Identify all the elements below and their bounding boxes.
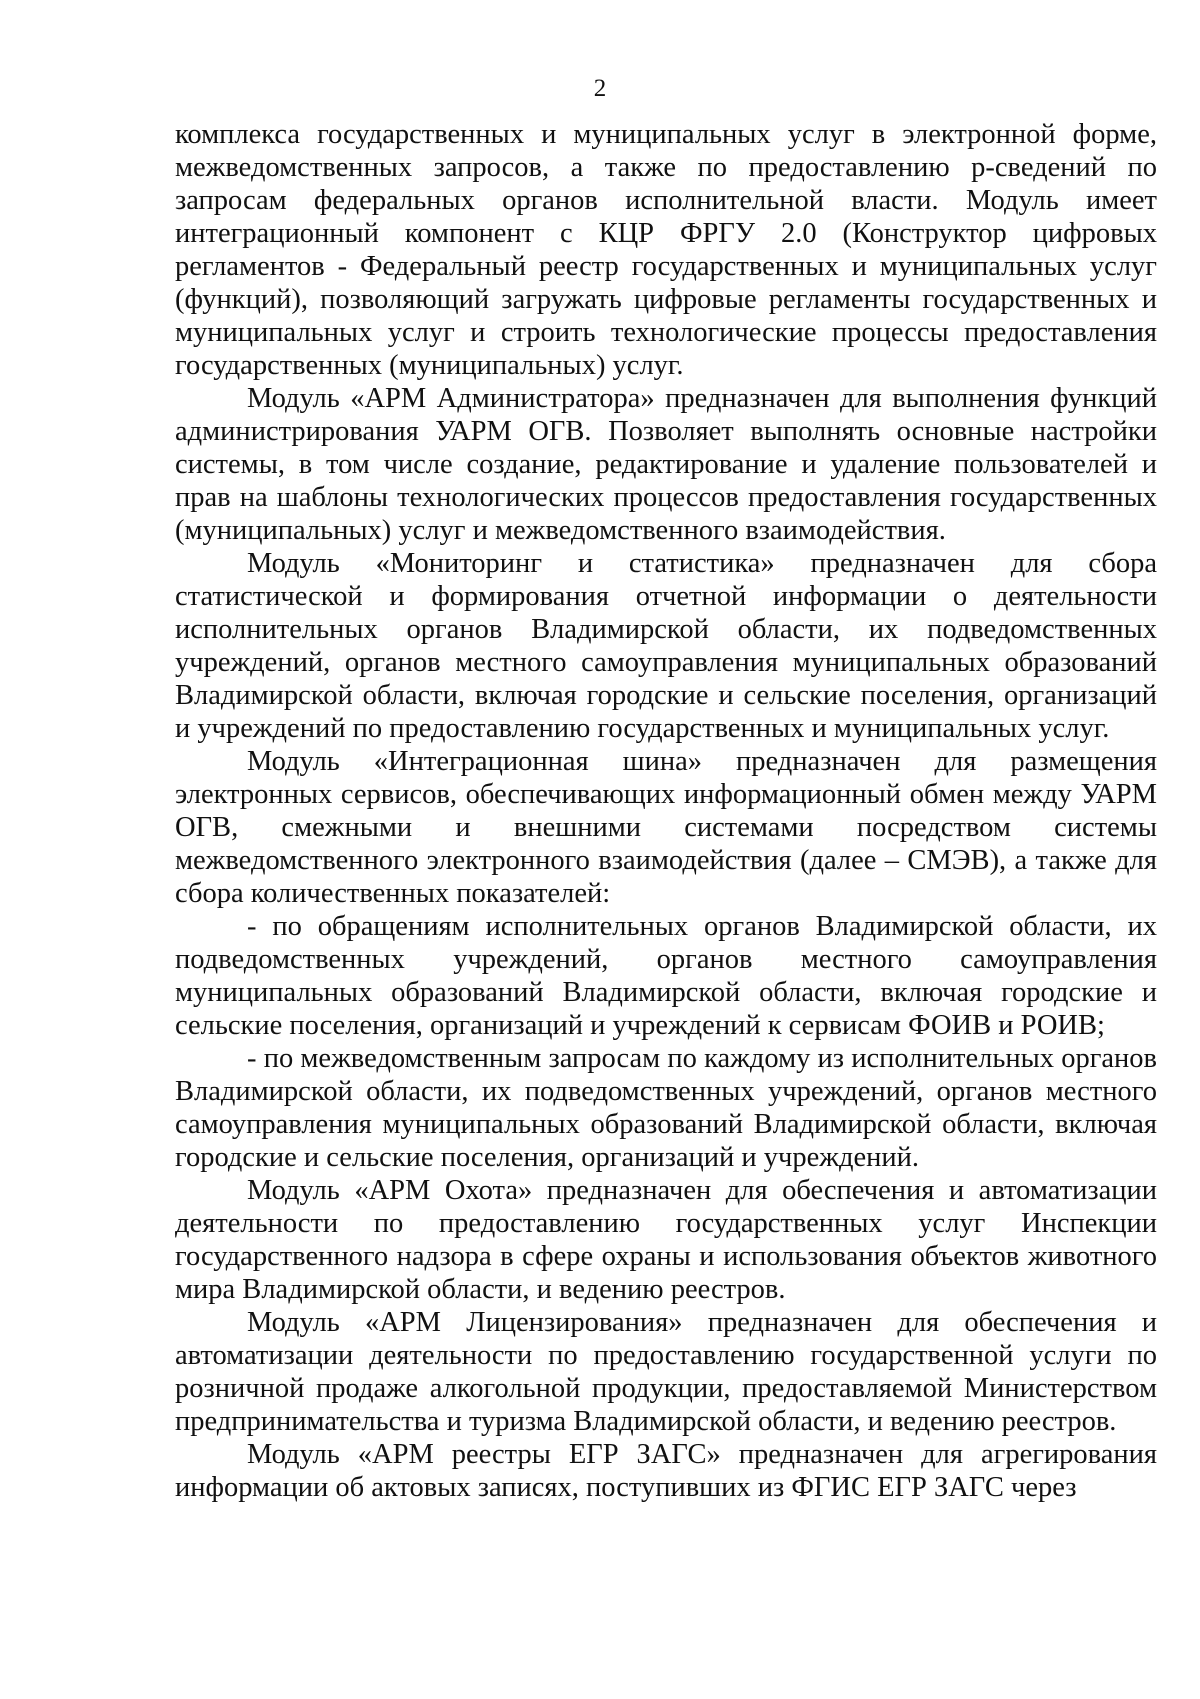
- paragraph-arm-civil-registry: Модуль «АРМ реестры ЕГР ЗАГС» предназначен для агрегирования информации об актовых записях, поступивших из ФГИС ЕГР ЗАГС через: [175, 1439, 1157, 1503]
- paragraph-integration-bus: Модуль «Интеграционная шина» предназначен для размещения электронных сервисов, обеспечивающих информационный обмен между УАРМ ОГВ, смежными и внешними системами посредством системы межведомственного электронного взаимодействия (далее – СМЭВ), а также для сбора количественных показателей:: [175, 746, 1157, 909]
- paragraph-continuation: комплекса государственных и муниципальных услуг в электронной форме, межведомственных запросов, а также по предоставлению р-сведений по запросам федеральных органов исполнительной власти. Модуль имеет интеграционный компонент с КЦР ФРГУ 2.0 (Конструктор цифровых регламентов - Федеральный реестр государственных и муниципальных услуг (функций), позволяющий загружать цифровые регламенты государственных и муниципальных услуг и строить технологические процессы предоставления государственных (муниципальных) услуг.: [175, 119, 1157, 381]
- paragraph-monitoring-statistics: Модуль «Мониторинг и статистика» предназначен для сбора статистической и формирования отчетной информации о деятельности исполнительных органов Владимирской области, их подведомственных учреждений, органов местного самоуправления муниципальных образований Владимирской области, включая городские и сельские поселения, организаций и учреждений по предоставлению государственных и муниципальных услуг.: [175, 548, 1157, 744]
- paragraph-arm-hunting: Модуль «АРМ Охота» предназначен для обеспечения и автоматизации деятельности по предоставлению государственных услуг Инспекции государственного надзора в сфере охраны и использования объектов животного мира Владимирской области, и ведению реестров.: [175, 1175, 1157, 1305]
- list-item-interagency-requests: - по межведомственным запросам по каждому из исполнительных органов Владимирской области, их подведомственных учреждений, органов местного самоуправления муниципальных образований Владимирской области, включая городские и сельские поселения, организаций и учреждений.: [175, 1043, 1157, 1173]
- page-number: 2: [593, 75, 607, 102]
- document-body: [175, 118, 1157, 1504]
- paragraph-arm-licensing: Модуль «АРМ Лицензирования» предназначен для обеспечения и автоматизации деятельности по предоставлению государственной услуги по розничной продаже алкогольной продукции, предоставляемой Министерством предпринимательства и туризма Владимирской области, и ведению реестров.: [175, 1307, 1157, 1437]
- list-item-appeals: - по обращениям исполнительных органов Владимирской области, их подведомственных учреждений, органов местного самоуправления муниципальных образований Владимирской области, включая городские и сельские поселения, организаций и учреждений к сервисам ФОИВ и РОИВ;: [175, 911, 1157, 1041]
- paragraph-arm-administrator: Модуль «АРМ Администратора» предназначен для выполнения функций администрирования УАРМ ОГВ. Позволяет выполнять основные настройки системы, в том числе создание, редактирование и удаление пользователей и прав на шаблоны технологических процессов предоставления государственных (муниципальных) услуг и межведомственного взаимодействия.: [175, 383, 1157, 546]
